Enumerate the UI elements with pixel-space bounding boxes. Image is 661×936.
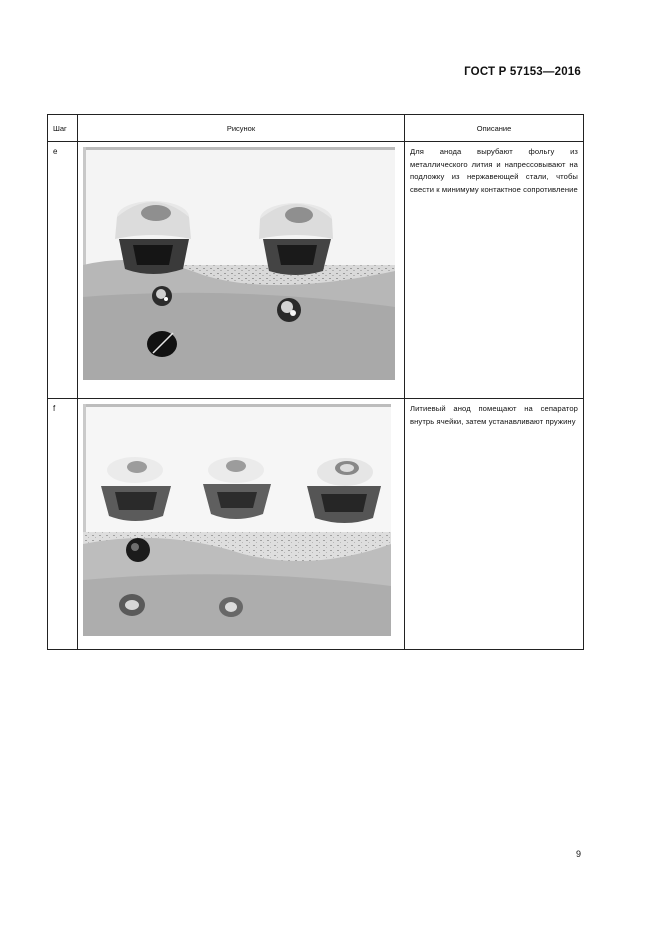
lithium-anode-icon [126,538,150,562]
cell-fitting-icon [259,203,333,275]
step-label: f [48,399,78,650]
spring-icon [119,594,145,616]
cell-fitting-icon [203,457,271,519]
table-row [48,142,584,399]
cell-assembly-photo-e [83,147,395,380]
lithium-disc-icon [152,286,172,306]
stainless-steel-disc-icon [147,331,177,357]
step-description: Для анода вырубают фольгу из металлического лития и напрессовывают на подложку из нержавеющей стали, чтобы свести к минимуму контактное сопротивление [405,142,584,399]
column-header-figure: Рисунок [78,115,405,142]
cell-fitting-icon [101,457,171,521]
step-label: e [48,142,78,399]
page-number: 9 [576,849,582,859]
figure-cell [78,399,405,650]
table-row [48,399,584,650]
cell-assembly-photo-f [83,404,391,636]
column-header-description: Описание [405,115,584,142]
table-header-row [48,115,584,142]
step-description: Литиевый анод помещают на сепаратор внутрь ячейки, затем устанавливают пружину [405,399,584,650]
document-code: ГОСТ Р 57153—2016 [464,66,581,78]
figure-cell [78,142,405,399]
lithium-disc-icon [277,298,301,322]
column-header-step: Шаг [48,115,78,142]
procedure-table [47,114,584,650]
spring-icon [219,597,243,617]
